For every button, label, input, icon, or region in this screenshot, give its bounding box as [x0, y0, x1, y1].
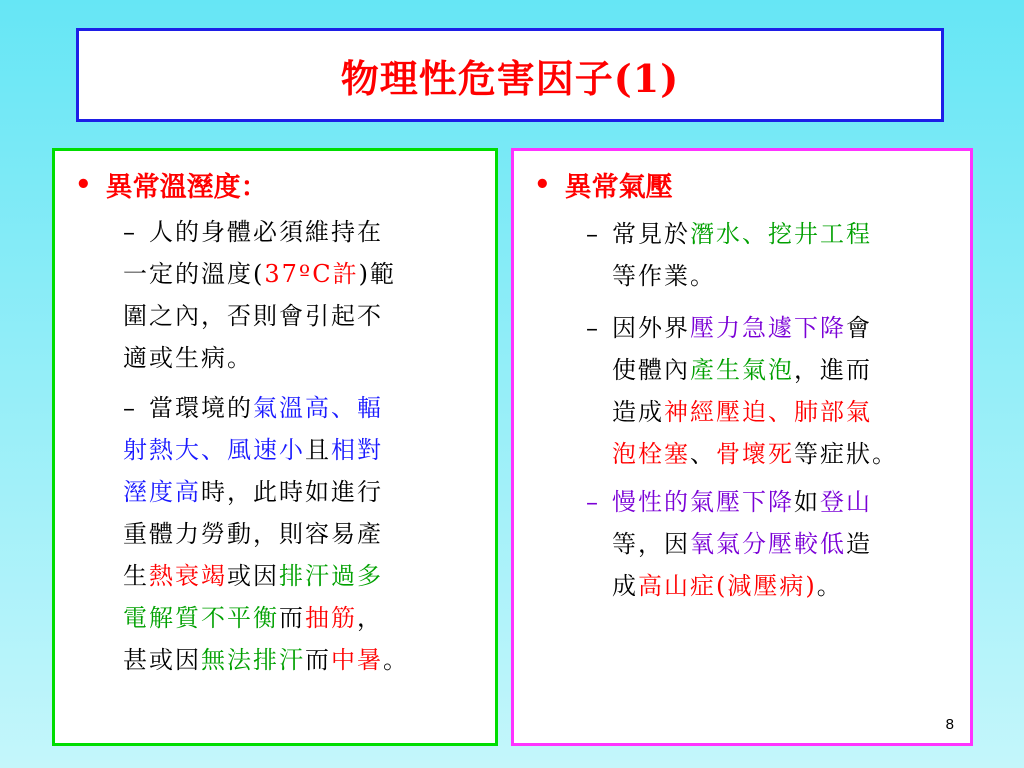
right-panel [511, 148, 973, 746]
dash-icon: – [586, 314, 600, 342]
right-heading-row [534, 165, 673, 204]
slide-title: 物理性危害因子(1) [340, 55, 680, 101]
right-item-1-line1: – 常見於潛水、挖井工程 [586, 213, 970, 255]
left-item-2-line3: 溼度高時，此時如進行 [123, 478, 383, 506]
bullet-icon: • [75, 169, 92, 200]
right-item-1 [586, 213, 970, 297]
left-item-1-line2: 一定的溫度(37ºC許)範 [123, 260, 396, 288]
right-item-3-line2: 等，因氧氣分壓較低造 [612, 530, 872, 558]
right-item-1-line2: 等作業。 [612, 262, 716, 290]
right-item-3-line3: 成高山症(減壓病)。 [612, 572, 843, 600]
left-item-2-line6: 電解質不平衡而抽筋， [123, 604, 383, 632]
right-item-3-line1: – 慢性的氣壓下降如登山 [586, 481, 970, 523]
right-item-2-line3: 造成神經壓迫、肺部氣 [612, 398, 872, 426]
left-item-2-line2: 射熱大、風速小且相對 [123, 436, 383, 464]
left-item-1-line3: 圍之內，否則會引起不 [123, 302, 383, 330]
title-box [76, 28, 944, 122]
dash-icon: – [123, 394, 137, 422]
right-item-3 [586, 481, 970, 607]
right-heading: 異常氣壓 [564, 172, 673, 203]
dash-icon: – [586, 488, 600, 516]
right-item-2-line4: 泡栓塞、骨壞死等症狀。 [612, 440, 898, 468]
left-item-1-line1: – 人的身體必須維持在 [123, 211, 493, 253]
left-panel [52, 148, 498, 746]
left-heading: 異常溫溼度： [105, 172, 268, 203]
left-item-1-line4: 適或生病。 [123, 344, 253, 372]
left-heading-row [75, 165, 268, 204]
right-item-2-line1: – 因外界壓力急遽下降會 [586, 307, 970, 349]
left-item-2-line1: – 當環境的氣溫高、輻 [123, 387, 493, 429]
left-item-2-line4: 重體力勞動，則容易產 [123, 520, 383, 548]
right-item-2-line2: 使體內產生氣泡，進而 [612, 356, 872, 384]
bullet-icon: • [534, 169, 551, 200]
dash-icon: – [586, 220, 600, 248]
dash-icon: – [123, 218, 137, 246]
left-item-2-line5: 生熱衰竭或因排汗過多 [123, 562, 383, 590]
left-item-2-line7: 甚或因無法排汗而中暑。 [123, 646, 409, 674]
left-item-1 [123, 211, 493, 379]
right-item-2 [586, 307, 970, 475]
page-number: 8 [945, 716, 954, 733]
left-item-2 [123, 387, 493, 681]
